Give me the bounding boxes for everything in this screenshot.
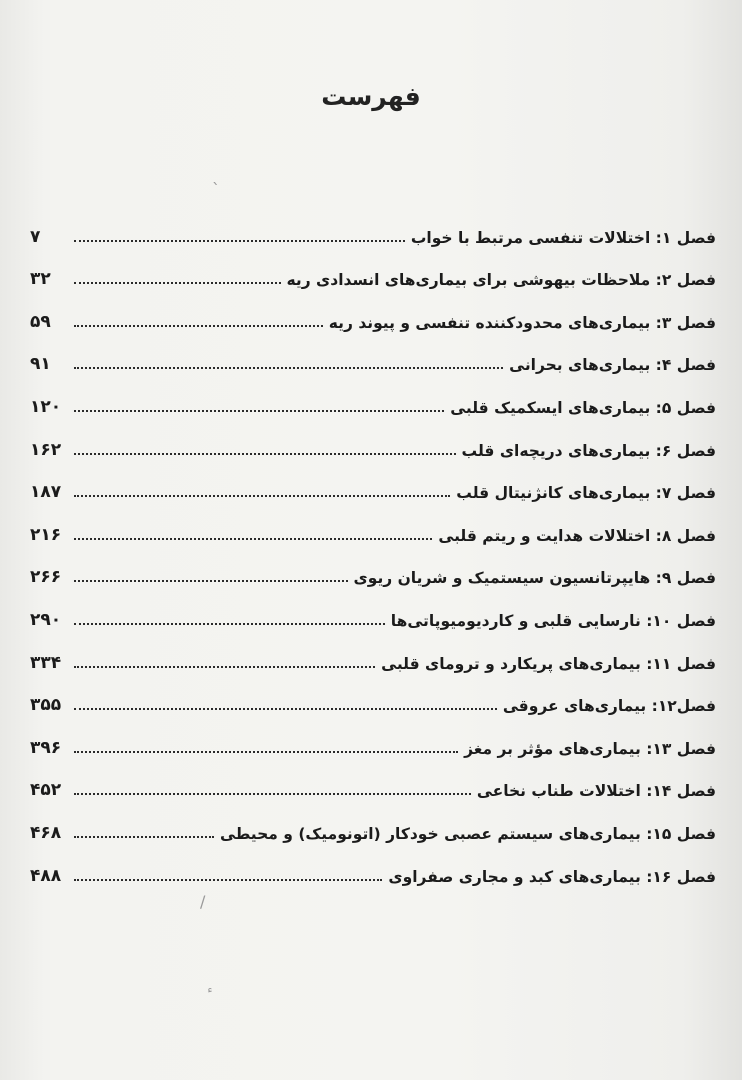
page-number: ۱۲۰ — [30, 396, 62, 417]
page-number: ۷ — [30, 226, 41, 247]
toc-entry — [30, 247, 716, 290]
page-number: ۴۵۲ — [30, 780, 62, 801]
chapter-title: فصل ۴: بیماری‌های بحرانی — [509, 356, 716, 375]
chapter-title: فصل ۶: بیماری‌های دریچه‌ای قلب — [461, 441, 716, 460]
page-number: ۴۸۸ — [30, 865, 62, 886]
chapter-title: فصل ۱۶: بیماری‌های کبد و مجاری صفراوی — [388, 867, 716, 886]
toc-entry — [30, 545, 716, 588]
page-number: ۱۶۲ — [30, 439, 62, 460]
chapter-title: فصل ۵: بیماری‌های ایسکمیک قلبی — [450, 398, 716, 417]
dot-leader — [74, 751, 458, 753]
page-number: ۱۸۷ — [30, 482, 62, 503]
dot-leader — [74, 580, 348, 582]
chapter-title: فصل ۳: بیماری‌های محدودکننده تنفسی و پیوند ریه — [328, 313, 716, 332]
dot-leader — [74, 282, 281, 284]
page-number: ۳۳۴ — [30, 652, 62, 673]
chapter-title: فصل ۸: اختلالات هدایت و ریتم قلبی — [438, 526, 716, 545]
chapter-title: فصل ۹: هایپرتانسیون سیستمیک و شریان ریوی — [353, 569, 716, 588]
page-number: ۳۵۵ — [30, 695, 62, 716]
dot-leader — [74, 325, 323, 327]
chapter-title: فصل ۲: ملاحظات بیهوشی برای بیماری‌های انسدادی ریه — [286, 271, 716, 290]
page-number: ۲۹۰ — [30, 609, 62, 630]
toc-entry — [30, 587, 716, 630]
toc-entry — [30, 673, 716, 716]
chapter-title: فصل ۷: بیماری‌های کانژنیتال قلب — [456, 484, 716, 503]
dot-leader — [74, 367, 503, 369]
dot-leader — [74, 623, 385, 625]
toc-entry — [30, 800, 716, 843]
page-number: ۲۶۶ — [30, 567, 62, 588]
chapter-title: فصل۱۲: بیماری‌های عروقی — [502, 697, 716, 716]
page-title: فهرست — [321, 82, 421, 111]
chapter-title: فصل ۱۳: بیماری‌های مؤثر بر مغز — [464, 739, 716, 758]
page-number: ۲۱۶ — [30, 524, 62, 545]
dot-leader — [74, 793, 471, 795]
toc-entry — [30, 715, 716, 758]
toc-entry — [30, 417, 716, 460]
dot-leader — [74, 666, 375, 668]
scan-mark: / — [200, 892, 206, 911]
toc-entry — [30, 460, 716, 503]
dot-leader — [74, 879, 382, 881]
table-of-contents — [30, 204, 716, 886]
page-number: ۵۹ — [30, 311, 51, 332]
dot-leader — [74, 538, 432, 540]
chapter-title: فصل ۱: اختلالات تنفسی مرتبط با خواب — [410, 228, 716, 247]
toc-entry — [30, 758, 716, 801]
page-number: ۳۲ — [30, 269, 51, 290]
chapter-title: فصل ۱۵: بیماری‌های سیستم عصبی خودکار (اتونومیک) و محیطی — [220, 824, 716, 843]
toc-entry — [30, 374, 716, 417]
toc-entry — [30, 843, 716, 886]
dot-leader — [74, 410, 444, 412]
dot-leader — [74, 453, 456, 455]
dot-leader — [74, 836, 214, 838]
toc-entry — [30, 332, 716, 375]
page-number: ۹۱ — [30, 354, 51, 375]
toc-entry — [30, 630, 716, 673]
chapter-title: فصل ۱۰: نارسایی قلبی و کاردیومیوپاتی‌ها — [390, 611, 716, 630]
chapter-title: فصل ۱۱: بیماری‌های پریکارد و ترومای قلبی — [381, 654, 716, 673]
toc-entry — [30, 204, 716, 247]
page-number: ۴۶۸ — [30, 822, 62, 843]
toc-entry — [30, 502, 716, 545]
scan-mark: ` — [212, 180, 220, 199]
dot-leader — [74, 240, 405, 242]
toc-entry — [30, 289, 716, 332]
dot-leader — [74, 495, 450, 497]
dot-leader — [74, 708, 497, 710]
chapter-title: فصل ۱۴: اختلالات طناب نخاعی — [476, 782, 716, 801]
page-number: ۳۹۶ — [30, 737, 62, 758]
